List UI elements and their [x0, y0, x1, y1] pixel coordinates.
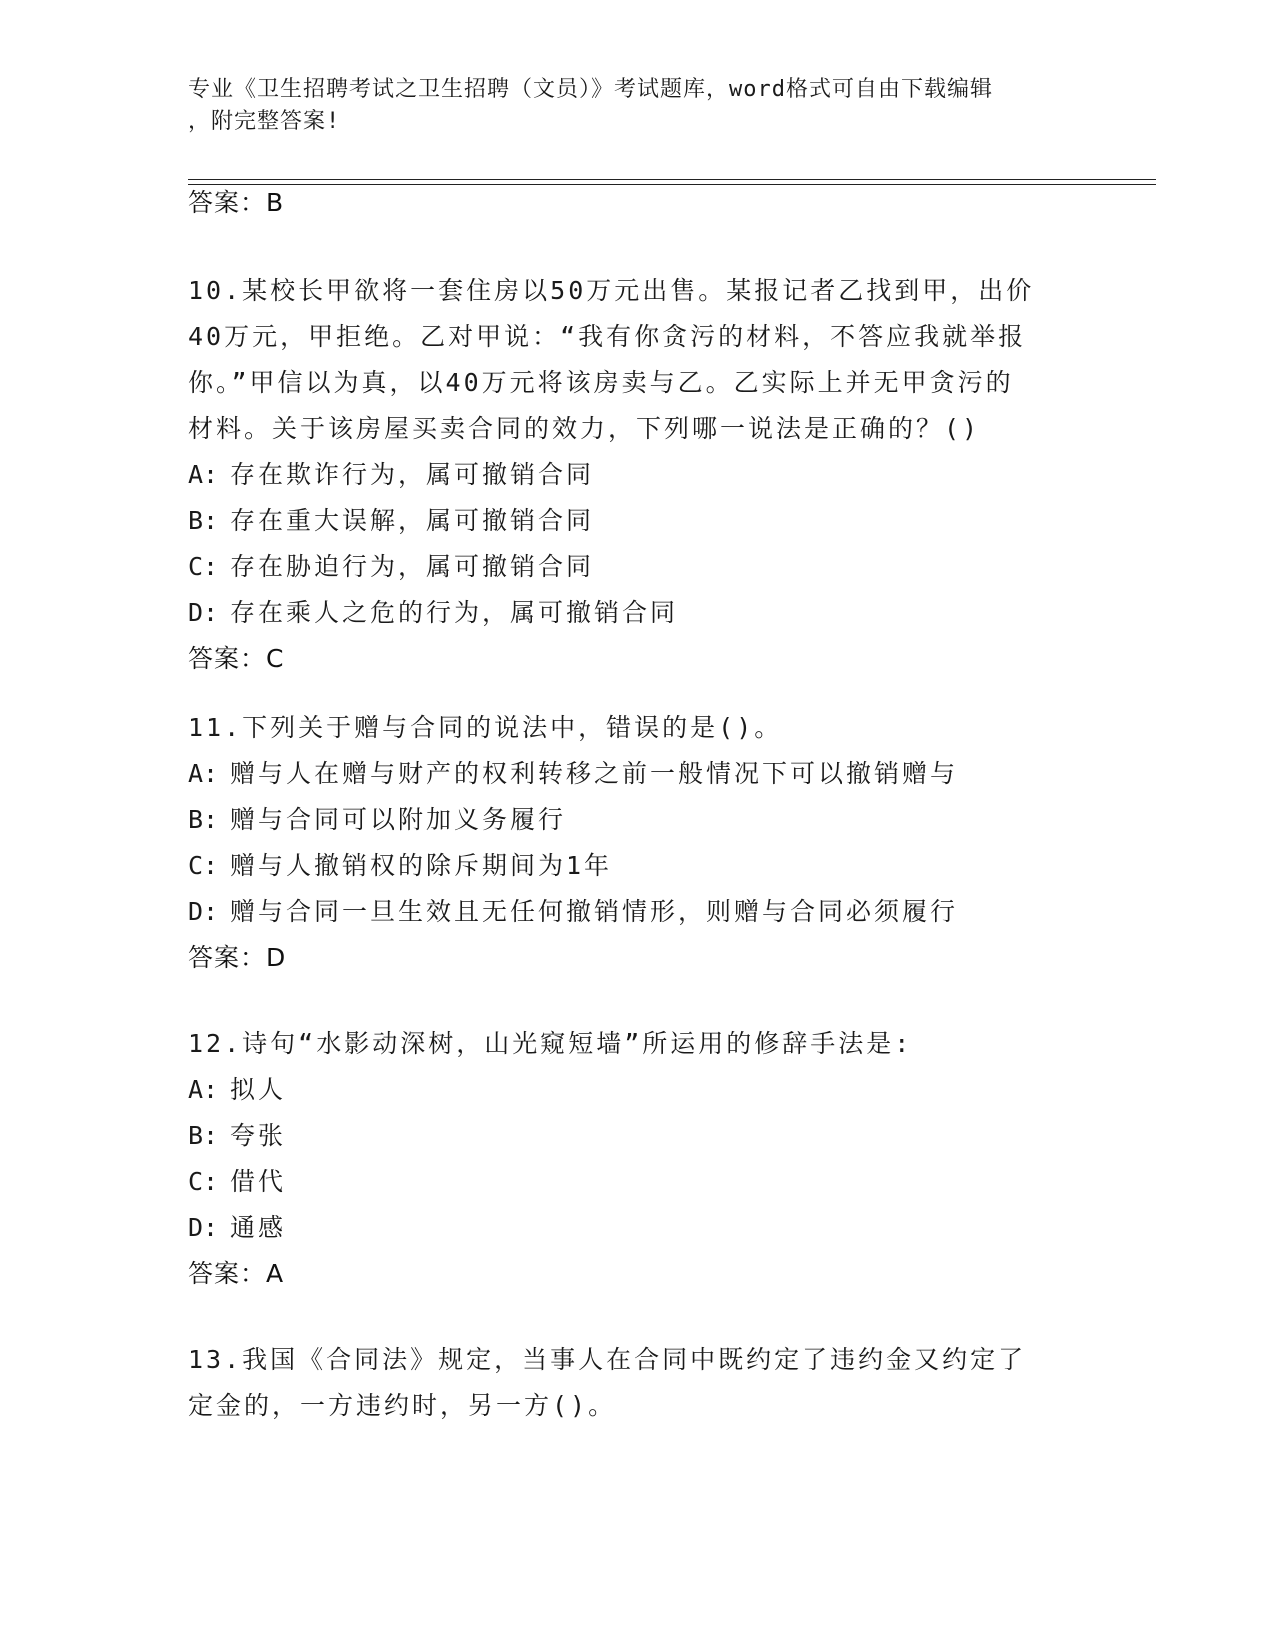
question-10	[188, 268, 1038, 682]
option-label: D:	[188, 1213, 219, 1242]
answer-value: D	[266, 943, 287, 972]
option-text: 借代	[230, 1167, 287, 1196]
question-text: 我国《合同法》规定，当事人在合同中既约定了违约金又约定了定金的，一方违约时，另一方()。	[188, 1345, 1027, 1420]
option-text: 赠与人撤销权的除斥期间为1年	[230, 851, 613, 880]
option-label: A:	[188, 759, 219, 788]
option-label: A:	[188, 460, 219, 489]
option-d	[188, 1205, 1088, 1251]
option-text: 存在重大误解，属可撤销合同	[230, 506, 595, 535]
question-13	[188, 1337, 1038, 1429]
question-number: 10.	[188, 276, 243, 305]
question-number: 13.	[188, 1345, 243, 1374]
option-label: D:	[188, 897, 219, 926]
answer-value: C	[266, 644, 285, 673]
question-stem	[188, 1337, 1038, 1429]
option-d	[188, 889, 1088, 935]
previous-answer-block	[188, 180, 1088, 226]
answer-line	[188, 935, 1088, 981]
answer-value: A	[266, 1259, 285, 1288]
option-a	[188, 751, 1088, 797]
option-b	[188, 498, 1038, 544]
option-text: 存在胁迫行为，属可撤销合同	[230, 552, 595, 581]
option-b	[188, 1113, 1088, 1159]
option-text: 通感	[230, 1213, 287, 1242]
question-stem	[188, 705, 1088, 751]
option-label: B:	[188, 506, 219, 535]
option-text: 夸张	[230, 1121, 287, 1150]
question-text: 某校长甲欲将一套住房以50万元出售。某报记者乙找到甲，出价40万元，甲拒绝。乙对甲说：“我有你贪污的材料，不答应我就举报你。”甲信以为真，以40万元将该房卖与乙。乙实际上并无甲贪污的材料。关于该房屋买卖合同的效力，下列哪一说法是正确的？()	[188, 276, 1035, 443]
option-label: C:	[188, 1167, 219, 1196]
answer-prefix: 答案：	[188, 644, 267, 673]
answer-line	[188, 180, 1088, 226]
option-label: B:	[188, 1121, 219, 1150]
option-text: 存在乘人之危的行为，属可撤销合同	[230, 598, 679, 627]
answer-value: B	[266, 188, 285, 217]
header-line-1: 专业《卫生招聘考试之卫生招聘（文员）》考试题库，word格式可自由下载编辑	[188, 77, 993, 102]
option-label: D:	[188, 598, 219, 627]
option-label: B:	[188, 805, 219, 834]
option-label: A:	[188, 1075, 219, 1104]
answer-line	[188, 636, 1038, 682]
option-text: 拟人	[230, 1075, 287, 1104]
option-c	[188, 1159, 1088, 1205]
option-a	[188, 452, 1038, 498]
question-stem	[188, 268, 1038, 452]
document-header	[188, 74, 1068, 138]
header-line-2: ，附完整答案!	[188, 109, 341, 134]
question-text: 诗句“水影动深树，山光窥短墙”所运用的修辞手法是:	[242, 1029, 913, 1058]
answer-prefix: 答案：	[188, 1259, 267, 1288]
option-label: C:	[188, 851, 219, 880]
question-stem	[188, 1021, 1088, 1067]
question-number: 12.	[188, 1029, 243, 1058]
option-text: 赠与合同一旦生效且无任何撤销情形，则赠与合同必须履行	[230, 897, 959, 926]
answer-line	[188, 1251, 1088, 1297]
option-b	[188, 797, 1088, 843]
option-text: 存在欺诈行为，属可撤销合同	[230, 460, 595, 489]
option-text: 赠与合同可以附加义务履行	[230, 805, 567, 834]
option-c	[188, 843, 1088, 889]
option-a	[188, 1067, 1088, 1113]
question-11	[188, 705, 1088, 981]
question-12	[188, 1021, 1088, 1297]
option-c	[188, 544, 1038, 590]
answer-prefix: 答案：	[188, 188, 267, 217]
answer-prefix: 答案：	[188, 943, 267, 972]
option-text: 赠与人在赠与财产的权利转移之前一般情况下可以撤销赠与	[230, 759, 959, 788]
question-text: 下列关于赠与合同的说法中，错误的是()。	[242, 713, 783, 742]
option-label: C:	[188, 552, 219, 581]
option-d	[188, 590, 1038, 636]
question-number: 11.	[188, 713, 243, 742]
